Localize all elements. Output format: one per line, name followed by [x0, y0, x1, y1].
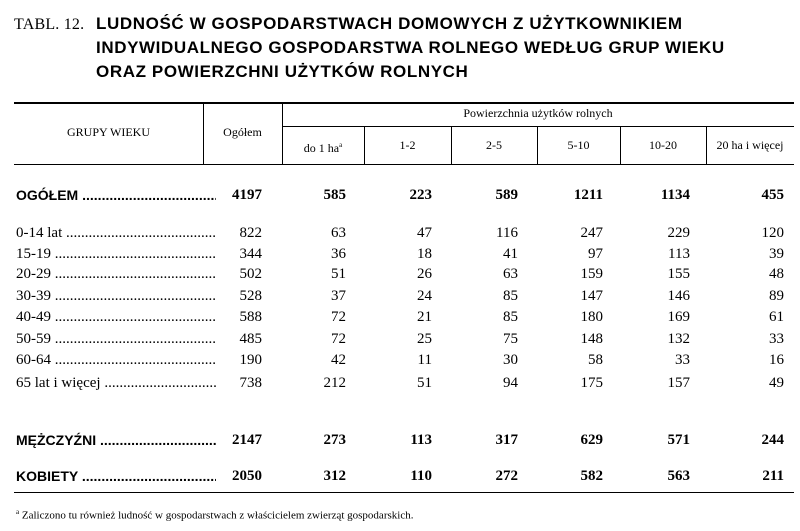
table-cell: 97 [588, 246, 603, 262]
table-row [0, 286, 800, 306]
table-cell: 159 [580, 266, 603, 282]
header-col-do1ha: do 1 $ha^a$ [303, 141, 343, 155]
table-cell: 16 [769, 352, 784, 368]
table-cell: 51 [331, 266, 346, 282]
table-cell: 148 [580, 331, 603, 347]
table-cell: 211 [762, 468, 784, 484]
table-cell: 85 [503, 288, 518, 304]
table-cell: 563 [667, 468, 690, 484]
table-cell: 33 [769, 331, 784, 347]
table-cell: 147 [580, 288, 603, 304]
table-cell: 113 [410, 432, 432, 448]
table-cell: 223 [409, 187, 432, 203]
table-top-rule [14, 102, 794, 104]
table-cell: 37 [331, 288, 346, 304]
table-cell: 229 [667, 225, 690, 241]
table-cell: 51 [417, 375, 432, 391]
table-cell: 146 [667, 288, 690, 304]
row-label: KOBIETY ..... [16, 466, 216, 486]
row-label: OGÓŁEM ..... [16, 185, 216, 205]
table-cell: 49 [769, 375, 784, 391]
table-cell: 26 [417, 266, 432, 282]
table-cell: 822 [239, 225, 262, 241]
table-cell: 63 [331, 225, 346, 241]
table-row [0, 466, 800, 486]
header-bottom-rule [14, 164, 794, 165]
table-cell: 317 [495, 432, 518, 448]
table-cell: 21 [417, 309, 432, 325]
table-cell: 344 [239, 246, 262, 262]
table-cell: 738 [239, 375, 262, 391]
table-cell: 571 [667, 432, 690, 448]
table-cell: 169 [667, 309, 690, 325]
table-cell: 273 [323, 432, 346, 448]
header-col-1-2: 1-2 [399, 138, 416, 152]
header-col-20plus: 20 ha i więcej [716, 138, 784, 152]
area-group-rule [282, 126, 794, 127]
title-line-2: INDYWIDUALNEGO GOSPODARSTWA ROLNEGO WEDŁUG GRUP WIEKU [96, 38, 725, 57]
table-cell: 180 [580, 309, 603, 325]
table-cell: 247 [580, 225, 603, 241]
table-cell: 42 [331, 352, 346, 368]
title-line-1: LUDNOŚĆ W GOSPODARSTWACH DOMOWYCH Z UŻYTKOWNIKIEM [96, 14, 683, 33]
header-col-5-10: 5-10 [567, 138, 590, 152]
row-label: 20-29 ..... [16, 264, 216, 284]
footnote-rule [14, 492, 794, 493]
table-cell: 629 [580, 432, 603, 448]
table-cell: 502 [239, 266, 262, 282]
table-cell: 212 [323, 375, 346, 391]
table-row [0, 430, 800, 450]
header-col-10-20: 10-20 [649, 138, 677, 152]
table-cell: 2050 [232, 468, 262, 484]
table-cell: 110 [410, 468, 432, 484]
table-cell: 585 [323, 187, 346, 203]
table-cell: 272 [495, 468, 518, 484]
table-cell: 175 [580, 375, 603, 391]
row-label: 0-14 lat ..... [16, 223, 216, 243]
table-cell: 41 [503, 246, 518, 262]
table-cell: 25 [417, 331, 432, 347]
row-label: 30-39 ..... [16, 286, 216, 306]
table-cell: 528 [239, 288, 262, 304]
title-line-3: ORAZ POWIERZCHNI UŻYTKÓW ROLNYCH [96, 62, 469, 81]
footnote: $^a$ Zaliczono tu również ludność w gospodarstwach z właścicielem zwierząt gospodarskich. [16, 508, 414, 522]
table-cell: 120 [761, 225, 784, 241]
table-row [0, 185, 800, 205]
header-age-groups: GRUPY WIEKU [67, 125, 150, 139]
table-cell: 33 [675, 352, 690, 368]
table-cell: 1211 [573, 187, 603, 203]
table-title [14, 12, 784, 84]
row-label: 15-19 ..... [16, 244, 216, 264]
table-cell: 113 [668, 246, 690, 262]
row-label: 50-59 ..... [16, 329, 216, 349]
table-cell: 63 [503, 266, 518, 282]
table-cell: 48 [769, 266, 784, 282]
table-cell: 94 [503, 375, 518, 391]
table-cell: 30 [503, 352, 518, 368]
table-row [0, 329, 800, 349]
table-cell: 312 [323, 468, 346, 484]
table-cell: 18 [417, 246, 432, 262]
table-cell: 4197 [232, 187, 262, 203]
table-cell: 36 [331, 246, 346, 262]
row-label: 40-49 ..... [16, 307, 216, 327]
table-cell: 61 [769, 309, 784, 325]
table-cell: 582 [580, 468, 603, 484]
table-row [0, 264, 800, 284]
table-cell: 132 [667, 331, 690, 347]
table-number: TABL. 12. [14, 16, 85, 33]
table-cell: 24 [417, 288, 432, 304]
table-row [0, 307, 800, 327]
table-cell: 58 [588, 352, 603, 368]
header-col-2-5: 2-5 [486, 138, 502, 152]
table-cell: 89 [769, 288, 784, 304]
table-cell: 588 [239, 309, 262, 325]
table-cell: 244 [761, 432, 784, 448]
table-cell: 72 [331, 331, 346, 347]
table-row [0, 373, 800, 393]
table-cell: 75 [503, 331, 518, 347]
table-cell: 1134 [660, 187, 690, 203]
table-row [0, 350, 800, 370]
table-cell: 455 [761, 187, 784, 203]
header-area-group: Powierzchnia użytków rolnych [463, 106, 613, 120]
table-cell: 39 [769, 246, 784, 262]
row-label: 60-64 ..... [16, 350, 216, 370]
header-total: Ogółem [223, 125, 262, 139]
table-cell: 589 [495, 187, 518, 203]
table-cell: 11 [417, 352, 432, 368]
table-cell: 190 [239, 352, 262, 368]
row-label: MĘŻCZYŹNI ..... [16, 430, 216, 450]
table-cell: 2147 [232, 432, 262, 448]
table-cell: 72 [331, 309, 346, 325]
table-cell: 155 [667, 266, 690, 282]
table-cell: 485 [239, 331, 262, 347]
table-cell: 85 [503, 309, 518, 325]
table-cell: 47 [417, 225, 432, 241]
table-cell: 157 [667, 375, 690, 391]
table-row [0, 244, 800, 264]
table-row [0, 223, 800, 243]
table-cell: 116 [496, 225, 518, 241]
row-label: 65 lat i więcej ..... [16, 373, 216, 393]
